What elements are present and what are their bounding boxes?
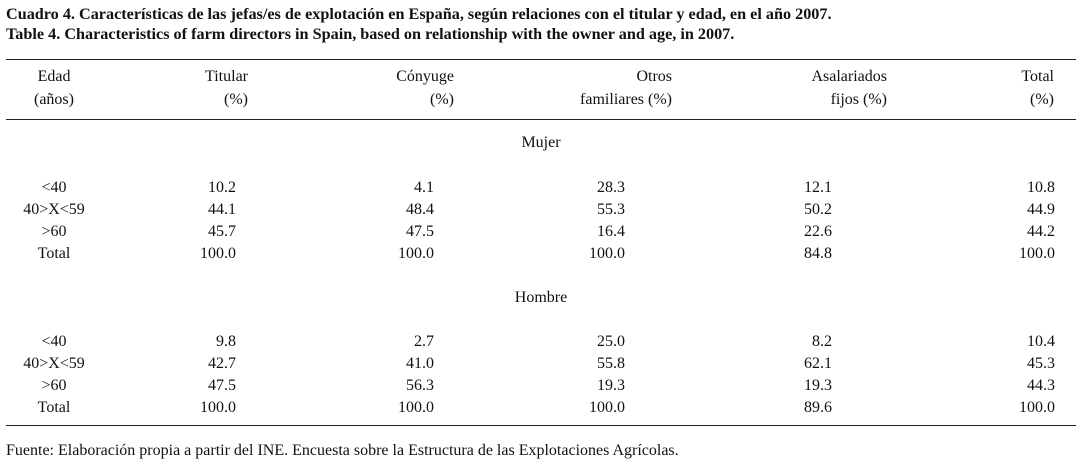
cell-titular: 9.8	[216, 333, 236, 350]
row-age: Total	[37, 245, 71, 262]
cell-conyuge: 48.4	[406, 201, 434, 218]
cell-total: 100.0	[1019, 399, 1055, 416]
row-age: <40	[41, 333, 67, 350]
row-age: >60	[41, 377, 67, 394]
cell-asalariados: 19.3	[804, 377, 832, 394]
cell-otros: 28.3	[597, 179, 625, 196]
source-note: Fuente: Elaboración propia a partir del INE. Encuesta sobre la Estructura de las Explotaciones Agrícolas.	[6, 442, 679, 459]
cell-total: 44.9	[1027, 201, 1055, 218]
cell-titular: 42.7	[208, 355, 236, 372]
cell-asalariados: 89.6	[804, 399, 832, 416]
cell-conyuge: 56.3	[406, 377, 434, 394]
cell-total: 10.4	[1027, 333, 1055, 350]
cell-titular: 100.0	[200, 245, 236, 262]
header-asalariados: Asalariados	[811, 68, 887, 85]
header-conyuge: Cónyuge	[396, 68, 454, 85]
cell-asalariados: 62.1	[804, 355, 832, 372]
header-titular: Titular	[205, 68, 248, 85]
row-age: 40>X<59	[23, 201, 85, 218]
cell-conyuge: 100.0	[398, 245, 434, 262]
header-conyuge-unit: (%)	[430, 91, 454, 108]
cell-titular: 100.0	[200, 399, 236, 416]
cell-asalariados: 22.6	[804, 223, 832, 240]
cell-total: 100.0	[1019, 245, 1055, 262]
cell-asalariados: 50.2	[804, 201, 832, 218]
section-label-mujer: Mujer	[521, 134, 561, 151]
table-caption	[6, 4, 832, 44]
cell-asalariados: 12.1	[804, 179, 832, 196]
cell-asalariados: 8.2	[812, 333, 832, 350]
header-asalariados-unit: fijos (%)	[830, 91, 887, 108]
section-label-hombre: Hombre	[514, 289, 568, 306]
cell-total: 44.3	[1027, 377, 1055, 394]
title-spanish: Cuadro 4. Características de las jefas/es de explotación en España, según relaciones con el titular y edad, en el año 2007.	[6, 5, 832, 23]
title-english: Table 4. Characteristics of farm directors in Spain, based on relationship with the owner and age, in 2007.	[6, 25, 735, 43]
cell-conyuge: 47.5	[406, 223, 434, 240]
cell-total: 10.8	[1027, 179, 1055, 196]
cell-total: 45.3	[1027, 355, 1055, 372]
cell-titular: 44.1	[208, 201, 236, 218]
cell-conyuge: 100.0	[398, 399, 434, 416]
row-age: 40>X<59	[23, 355, 85, 372]
cell-otros: 16.4	[597, 223, 625, 240]
cell-otros: 19.3	[597, 377, 625, 394]
cell-conyuge: 41.0	[406, 355, 434, 372]
cell-conyuge: 4.1	[414, 179, 434, 196]
row-age: Total	[37, 399, 71, 416]
header-edad: Edad	[37, 68, 71, 85]
header-rule	[6, 119, 1076, 120]
cell-titular: 47.5	[208, 377, 236, 394]
cell-otros: 25.0	[597, 333, 625, 350]
cell-titular: 10.2	[208, 179, 236, 196]
cell-otros: 100.0	[589, 399, 625, 416]
row-age: >60	[41, 223, 67, 240]
header-otros-unit: familiares (%)	[580, 91, 672, 108]
header-edad-unit: (años)	[34, 91, 74, 108]
cell-asalariados: 84.8	[804, 245, 832, 262]
cell-titular: 45.7	[208, 223, 236, 240]
cell-otros: 55.8	[597, 355, 625, 372]
header-total: Total	[1021, 68, 1054, 85]
header-otros: Otros	[636, 68, 672, 85]
header-titular-unit: (%)	[224, 91, 248, 108]
top-rule	[6, 59, 1076, 60]
cell-otros: 100.0	[589, 245, 625, 262]
bottom-rule	[6, 425, 1076, 426]
row-age: <40	[41, 179, 67, 196]
cell-otros: 55.3	[597, 201, 625, 218]
cell-conyuge: 2.7	[414, 333, 434, 350]
header-total-unit: (%)	[1030, 91, 1054, 108]
cell-total: 44.2	[1027, 223, 1055, 240]
